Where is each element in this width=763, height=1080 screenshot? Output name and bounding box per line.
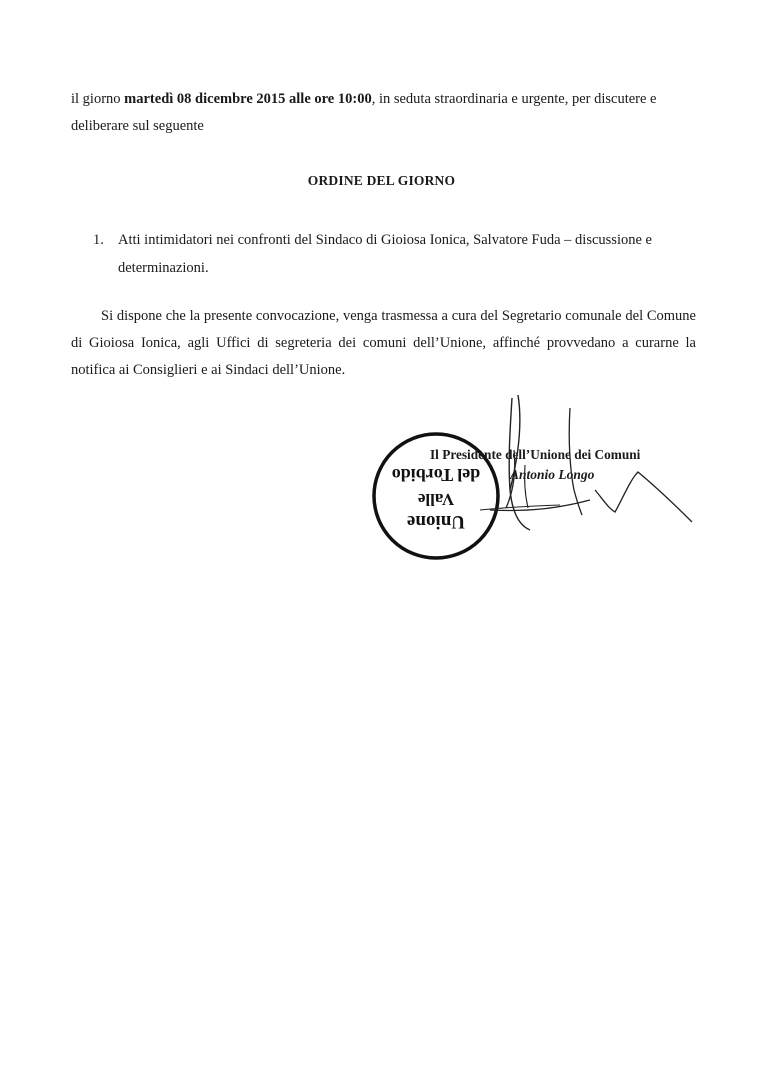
stamp-line-1: Unione (406, 511, 466, 532)
agenda-item-number: 1. (93, 232, 104, 248)
signatory-title: Il Presidente dell’Unione dei Comuni (430, 448, 641, 463)
meeting-datetime: martedì 08 dicembre 2015 alle ore 10:00 (124, 91, 372, 107)
stamp-line-3: del Torbido (391, 465, 481, 485)
agenda-item-text: Atti intimidatori nei confronti del Sindaco di Gioiosa Ionica, Salvatore Fuda – discussione e determinazioni. (118, 232, 652, 276)
intro-paragraph (71, 86, 696, 140)
handwritten-signature (470, 390, 700, 540)
disposition-paragraph: Si dispone che la presente convocazione, venga trasmessa a cura del Segretario comunale del Comune di Gioiosa Ionica, agli Uffici di segreteria dei comuni dell’Unione, affinché provvedano a curarne la notifica ai Consiglieri e ai Sindaci dell’Unione. (71, 308, 696, 378)
signatory-name: Antonio Longo (510, 467, 595, 482)
intro-suffix: , in seduta straordinaria e urgente, per discutere e deliberare sul seguente (71, 91, 657, 134)
stamp-line-2: Valle (417, 490, 455, 509)
intro-prefix: il giorno (71, 91, 125, 107)
agenda-heading: ORDINE DEL GIORNO (307, 173, 456, 188)
